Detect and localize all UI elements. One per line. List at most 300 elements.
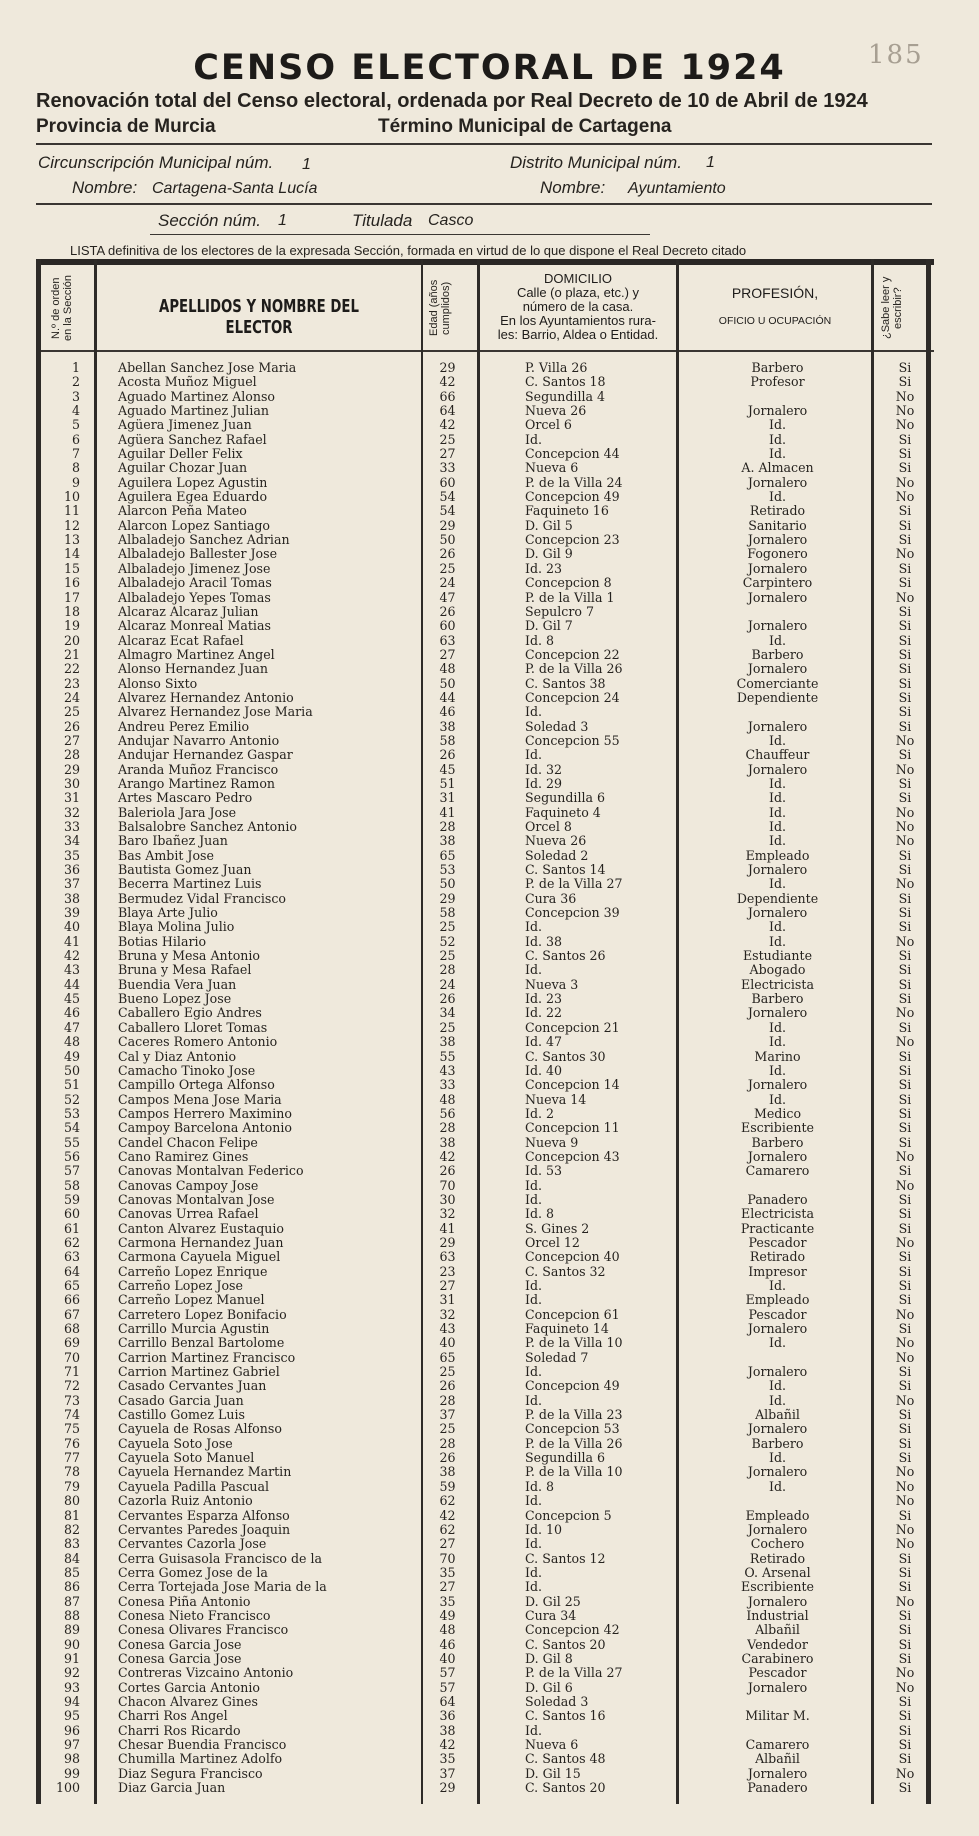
elector-age: 44 [439, 689, 456, 705]
elector-age: 40 [439, 1650, 456, 1666]
elector-literacy: Si [898, 618, 912, 634]
elector-address: Id. 8 [525, 1206, 555, 1222]
elector-profession: Id. [768, 1335, 787, 1351]
row-number: 94 [63, 1693, 80, 1709]
distrito-value: 1 [706, 154, 715, 171]
table-row [0, 1494, 979, 1508]
page-title: CENSO ELECTORAL DE 1924 [193, 48, 786, 88]
row-number: 15 [63, 560, 80, 576]
elector-profession: Id. [768, 446, 787, 462]
elector-address: C. Santos 18 [525, 374, 606, 390]
row-number: 88 [63, 1607, 80, 1623]
elector-age: 29 [439, 517, 456, 533]
table-row [0, 1179, 979, 1193]
elector-age: 41 [439, 1220, 456, 1236]
row-number: 25 [63, 704, 80, 720]
elector-literacy: No [895, 1177, 915, 1193]
elector-literacy: No [895, 1306, 915, 1322]
elector-address: D. Gil 25 [525, 1593, 581, 1609]
elector-profession: Medico [753, 1105, 802, 1121]
row-number: 51 [63, 1077, 80, 1093]
elector-age: 54 [439, 503, 456, 519]
elector-address: P. de la Villa 24 [525, 474, 623, 490]
row-number: 19 [63, 618, 80, 634]
elector-address: P. de la Villa 10 [525, 1464, 623, 1480]
elector-literacy: Si [898, 1722, 912, 1738]
elector-profession: Abogado [749, 962, 806, 978]
row-number: 9 [71, 474, 80, 490]
table-row [0, 461, 979, 475]
elector-name: Conesa Piña Antonio [118, 1593, 251, 1609]
elector-profession: Electricista [741, 976, 814, 992]
elector-age: 42 [439, 1507, 456, 1523]
elector-profession: O. Arsenal [744, 1564, 811, 1580]
elector-address: Id. 23 [525, 560, 563, 576]
elector-name: Cayuela Soto Manuel [118, 1450, 255, 1466]
elector-age: 38 [439, 1134, 456, 1150]
elector-address: P. de la Villa 23 [525, 1407, 623, 1423]
row-number: 62 [63, 1234, 80, 1250]
municipality: Término Municipal de Cartagena [378, 116, 672, 137]
elector-address: C. Santos 20 [525, 1636, 606, 1652]
elector-name: Alcaraz Ecat Rafael [118, 632, 244, 648]
elector-profession: Barbero [751, 991, 804, 1007]
row-number: 78 [63, 1464, 80, 1480]
row-number: 46 [63, 1005, 80, 1021]
elector-age: 58 [439, 732, 456, 748]
elector-name: Campillo Ortega Alfonso [118, 1077, 275, 1093]
table-row [0, 1150, 979, 1164]
elector-name: Bueno Lopez Jose [118, 991, 232, 1007]
elector-name: Agüera Jimenez Juan [118, 417, 252, 433]
elector-literacy: Si [898, 747, 912, 763]
elector-age: 29 [439, 360, 456, 375]
elector-address: Cura 34 [525, 1607, 577, 1623]
elector-age: 50 [439, 532, 456, 548]
elector-name: Aguado Martinez Julian [118, 403, 269, 419]
elector-age: 43 [439, 1062, 456, 1078]
elector-profession: Jornalero [747, 618, 808, 634]
elector-literacy: No [895, 474, 915, 490]
table-row [0, 720, 979, 734]
elector-literacy: Si [898, 1134, 912, 1150]
elector-age: 55 [439, 1048, 456, 1064]
elector-age: 58 [439, 905, 456, 921]
row-number: 69 [63, 1335, 80, 1351]
elector-literacy: Si [898, 1364, 912, 1380]
elector-literacy: No [895, 1665, 915, 1681]
table-row [0, 1207, 979, 1221]
elector-age: 63 [439, 1249, 456, 1265]
elector-name: Albaladejo Yepes Tomas [118, 589, 271, 605]
row-number: 45 [63, 991, 80, 1007]
elector-profession: Retirado [749, 1249, 806, 1265]
elector-age: 52 [439, 933, 456, 949]
table-row [0, 1021, 979, 1035]
row-number: 71 [63, 1364, 80, 1380]
row-number: 64 [63, 1263, 80, 1279]
row-number: 30 [63, 775, 80, 791]
row-number: 73 [63, 1392, 80, 1408]
table-row [0, 1365, 979, 1379]
row-number: 3 [71, 388, 80, 404]
elector-address: C. Santos 16 [525, 1708, 606, 1724]
elector-address: Id. 22 [525, 1005, 563, 1021]
elector-name: Albaladejo Aracil Tomas [118, 575, 272, 591]
elector-name: Becerra Martinez Luis [118, 876, 262, 892]
elector-profession: Id. [768, 1450, 787, 1466]
elector-age: 25 [439, 1421, 456, 1437]
row-number: 80 [63, 1493, 80, 1509]
elector-name: Albaladejo Ballester Jose [118, 546, 278, 562]
elector-profession: Industrial [746, 1607, 809, 1623]
elector-age: 24 [439, 575, 456, 591]
table-row [0, 820, 979, 834]
elector-address: Concepcion 61 [525, 1306, 620, 1322]
table-row [0, 763, 979, 777]
elector-literacy: Si [898, 1435, 912, 1451]
elector-literacy: No [895, 804, 915, 820]
elector-name: Alarcon Peña Mateo [118, 503, 247, 519]
row-number: 37 [63, 876, 80, 892]
elector-name: Alvarez Hernandez Jose Maria [118, 704, 313, 720]
elector-literacy: Si [898, 1564, 912, 1580]
elector-profession: Jornalero [747, 661, 808, 677]
elector-age: 43 [439, 1321, 456, 1337]
row-number: 23 [63, 675, 80, 691]
elector-name: Bautista Gomez Juan [118, 862, 252, 878]
elector-age: 62 [439, 1493, 456, 1509]
elector-age: 38 [439, 833, 456, 849]
row-number: 81 [63, 1507, 80, 1523]
row-number: 6 [71, 431, 80, 447]
elector-name: Cerra Tortejada Jose Maria de la [118, 1579, 327, 1595]
elector-literacy: No [895, 589, 915, 605]
row-number: 12 [63, 517, 80, 533]
elector-age: 48 [439, 661, 456, 677]
elector-name: Andujar Hernandez Gaspar [118, 747, 293, 763]
elector-profession: Id. [768, 1478, 787, 1494]
elector-literacy: No [895, 876, 915, 892]
titulada-value: Casco [428, 212, 474, 229]
elector-address: Id. [525, 962, 543, 978]
elector-address: Concepcion 11 [525, 1120, 620, 1136]
elector-profession: Jornalero [747, 532, 808, 548]
elector-profession: Escribiente [741, 1120, 814, 1136]
elector-profession: Practicante [740, 1220, 815, 1236]
elector-address: Concepcion 23 [525, 532, 620, 548]
elector-literacy: Si [898, 862, 912, 878]
row-number: 92 [63, 1665, 80, 1681]
elector-name: Aguado Martinez Alonso [118, 388, 275, 404]
row-number: 16 [63, 575, 80, 591]
elector-profession: Id. [768, 732, 787, 748]
elector-profession: Pescador [748, 1306, 807, 1322]
table-row [0, 849, 979, 863]
elector-profession: Jornalero [747, 1364, 808, 1380]
elector-age: 48 [439, 1091, 456, 1107]
table-row [0, 1093, 979, 1107]
elector-age: 28 [439, 962, 456, 978]
elector-name: Canovas Urrea Rafael [118, 1206, 259, 1222]
elector-age: 33 [439, 1077, 456, 1093]
elector-profession: A. Almacen [741, 460, 814, 476]
table-row [0, 1078, 979, 1092]
elector-name: Cayuela Padilla Pascual [118, 1478, 270, 1494]
elector-name: Aguilera Egea Eduardo [118, 489, 268, 505]
elector-literacy: No [895, 1148, 915, 1164]
elector-literacy: Si [898, 1220, 912, 1236]
elector-name: Aguilar Chozar Juan [118, 460, 248, 476]
domicilio-line: Calle (o plaza, etc.) y [516, 285, 640, 300]
elector-age: 31 [439, 1292, 456, 1308]
elector-address: Cura 36 [525, 890, 577, 906]
elector-literacy: Si [898, 1650, 912, 1666]
elector-address: C. Santos 48 [525, 1751, 606, 1767]
elector-name: Diaz Segura Francisco [118, 1765, 263, 1781]
table-row [0, 1480, 979, 1494]
row-number: 68 [63, 1321, 80, 1337]
elector-address: Id. [525, 1579, 543, 1595]
elector-address: D. Gil 6 [525, 1679, 573, 1695]
elector-age: 54 [439, 489, 456, 505]
table-row [0, 1595, 979, 1609]
table-row [0, 935, 979, 949]
elector-age: 42 [439, 1737, 456, 1752]
table-row [0, 834, 979, 848]
elector-literacy: Si [898, 503, 912, 519]
divider [150, 234, 650, 235]
elector-name: Canton Alvarez Eustaquio [118, 1220, 284, 1236]
elector-age: 25 [439, 560, 456, 576]
page-number: 185 [868, 40, 924, 70]
elector-literacy: Si [898, 1550, 912, 1566]
elector-profession: Albañil [755, 1751, 800, 1767]
elector-age: 70 [439, 1177, 456, 1193]
header-oficio: OFICIO U OCUPACIÓN [718, 315, 832, 327]
elector-name: Casado Cervantes Juan [118, 1378, 267, 1394]
domicilio-line: número de la casa. [522, 299, 634, 314]
elector-name: Carreño Lopez Manuel [118, 1292, 265, 1308]
elector-profession: Empleado [745, 1292, 810, 1308]
table-row [0, 433, 979, 447]
table-row [0, 533, 979, 547]
row-number: 28 [63, 747, 80, 763]
header-bottom-border [36, 350, 934, 352]
table-row [0, 1394, 979, 1408]
table-row [0, 1422, 979, 1436]
row-number: 17 [63, 589, 80, 605]
elector-name: Campos Mena Jose Maria [118, 1091, 282, 1107]
elector-profession: Jornalero [747, 1679, 808, 1695]
row-number: 96 [63, 1722, 80, 1738]
elector-age: 26 [439, 991, 456, 1007]
elector-literacy: Si [898, 1378, 912, 1394]
row-number: 42 [63, 948, 80, 964]
elector-name: Canovas Montalvan Jose [118, 1191, 275, 1207]
table-row [0, 1695, 979, 1709]
table-row [0, 1050, 979, 1064]
elector-address: Nueva 14 [525, 1091, 587, 1107]
table-row [0, 1164, 979, 1178]
elector-address: Faquineto 14 [525, 1321, 609, 1337]
elector-age: 23 [439, 1263, 456, 1279]
elector-name: Campos Herrero Maximino [118, 1105, 292, 1121]
elector-name: Candel Chacon Felipe [118, 1134, 258, 1150]
elector-address: P. de la Villa 10 [525, 1335, 623, 1351]
row-number: 95 [63, 1708, 80, 1724]
table-row [0, 992, 979, 1006]
elector-name: Alcaraz Alcaraz Julian [118, 603, 259, 619]
table-row [0, 705, 979, 719]
elector-literacy: Si [898, 1263, 912, 1279]
elector-name: Carrion Martinez Gabriel [118, 1364, 280, 1380]
elector-name: Cayuela Soto Jose [118, 1435, 233, 1451]
elector-address: C. Santos 26 [525, 948, 606, 964]
elector-profession: Id. [768, 819, 787, 834]
elector-address: Soledad 2 [525, 847, 589, 863]
elector-literacy: Si [898, 1780, 912, 1796]
table-row [0, 1781, 979, 1795]
elector-age: 53 [439, 862, 456, 878]
elector-profession: Jornalero [747, 560, 808, 576]
elector-address: Id. [525, 919, 543, 935]
elector-name: Alonso Hernandez Juan [118, 661, 268, 677]
elector-age: 35 [439, 1751, 456, 1767]
elector-name: Balsalobre Sanchez Antonio [118, 819, 297, 834]
elector-literacy: Si [898, 775, 912, 791]
elector-literacy: Si [898, 1421, 912, 1437]
elector-profession: Chauffeur [745, 747, 810, 763]
elector-literacy: Si [898, 1278, 912, 1293]
elector-profession: Id. [768, 417, 787, 433]
elector-name: Bermudez Vidal Francisco [118, 890, 286, 906]
table-row [0, 906, 979, 920]
elector-age: 27 [439, 446, 456, 462]
elector-profession: Id. [768, 1091, 787, 1107]
elector-address: Concepcion 42 [525, 1622, 620, 1638]
elector-age: 62 [439, 1521, 456, 1537]
elector-name: Bas Ambit Jose [118, 847, 214, 863]
row-number: 29 [63, 761, 80, 777]
header-age: Edad (años cumplidos) [428, 279, 452, 337]
row-number: 26 [63, 718, 80, 734]
table-row [0, 691, 979, 705]
elector-address: Id. [525, 1364, 543, 1380]
table-row [0, 863, 979, 877]
elector-name: Cayuela de Rosas Alfonso [118, 1421, 282, 1437]
table-row [0, 1580, 979, 1594]
elector-age: 50 [439, 876, 456, 892]
elector-profession: Id. [768, 1034, 787, 1050]
row-number: 10 [63, 489, 80, 505]
elector-age: 42 [439, 374, 456, 390]
domicilio-line: En los Ayuntamientos rura- [500, 313, 656, 328]
elector-age: 64 [439, 403, 456, 419]
divider [36, 143, 932, 145]
elector-age: 46 [439, 704, 456, 720]
elector-address: Id. [525, 1722, 543, 1738]
elector-age: 27 [439, 646, 456, 662]
elector-name: Cano Ramirez Gines [118, 1148, 249, 1164]
elector-literacy: Si [898, 1507, 912, 1523]
domicilio-title: DOMICILIO [544, 271, 612, 286]
elector-name: Carreño Lopez Enrique [118, 1263, 268, 1279]
elector-literacy: Si [898, 431, 912, 447]
elector-name: Casado Garcia Juan [118, 1392, 244, 1408]
elector-literacy: No [895, 1464, 915, 1480]
elector-address: C. Santos 20 [525, 1780, 606, 1796]
elector-address: Id. 29 [525, 775, 563, 791]
row-number: 84 [63, 1550, 80, 1566]
row-number: 34 [63, 833, 80, 849]
table-row [0, 1465, 979, 1479]
table-row [0, 504, 979, 518]
table-row [0, 1107, 979, 1121]
elector-profession: Profesor [750, 374, 805, 390]
elector-address: Soledad 7 [525, 1349, 589, 1365]
elector-profession: Jornalero [747, 1077, 808, 1093]
elector-address: Id. [525, 1392, 543, 1408]
table-row [0, 390, 979, 404]
table-row [0, 1566, 979, 1580]
elector-age: 66 [439, 388, 456, 404]
header-name: APELLIDOS Y NOMBRE DEL ELECTOR [159, 296, 359, 338]
row-number: 98 [63, 1751, 80, 1767]
elector-name: Artes Mascaro Pedro [118, 790, 253, 806]
distrito-label: Distrito Municipal núm. [510, 153, 682, 172]
elector-address: Id. [525, 431, 543, 447]
elector-literacy: Si [898, 689, 912, 705]
header-num: N.º de orden en la Sección [50, 274, 74, 342]
elector-profession: Retirado [749, 1550, 806, 1566]
elector-address: Id. 8 [525, 1478, 555, 1494]
elector-profession: Id. [768, 1392, 787, 1408]
elector-literacy: Si [898, 1450, 912, 1466]
header-read-write: ¿Sabe leer y escribir? [880, 276, 904, 340]
elector-profession: Empleado [745, 847, 810, 863]
row-number: 1 [71, 360, 80, 375]
elector-age: 50 [439, 675, 456, 691]
elector-literacy: Si [898, 374, 912, 390]
elector-name: Contreras Vizcaino Antonio [118, 1665, 294, 1681]
row-number: 36 [63, 862, 80, 878]
table-row [0, 1236, 979, 1250]
elector-age: 41 [439, 804, 456, 820]
table-row [0, 375, 979, 389]
elector-profession: Id. [768, 1278, 787, 1293]
row-number: 24 [63, 689, 80, 705]
elector-literacy: Si [898, 360, 912, 375]
elector-age: 46 [439, 1636, 456, 1652]
elector-name: Alarcon Lopez Santiago [118, 517, 270, 533]
elector-profession: Jornalero [747, 1148, 808, 1164]
elector-age: 47 [439, 589, 456, 605]
elector-literacy: No [895, 1234, 915, 1250]
elector-profession: Cochero [750, 1536, 805, 1552]
elector-address: D. Gil 8 [525, 1650, 573, 1666]
elector-address: Nueva 6 [525, 460, 579, 476]
elector-literacy: Si [898, 532, 912, 548]
elector-profession: Retirado [749, 503, 806, 519]
elector-profession: Id. [768, 489, 787, 505]
elector-profession: Id. [768, 833, 787, 849]
elector-literacy: No [895, 403, 915, 419]
row-number: 5 [71, 417, 80, 433]
elector-profession: Jornalero [747, 589, 808, 605]
elector-age: 29 [439, 1780, 456, 1796]
row-number: 31 [63, 790, 80, 806]
